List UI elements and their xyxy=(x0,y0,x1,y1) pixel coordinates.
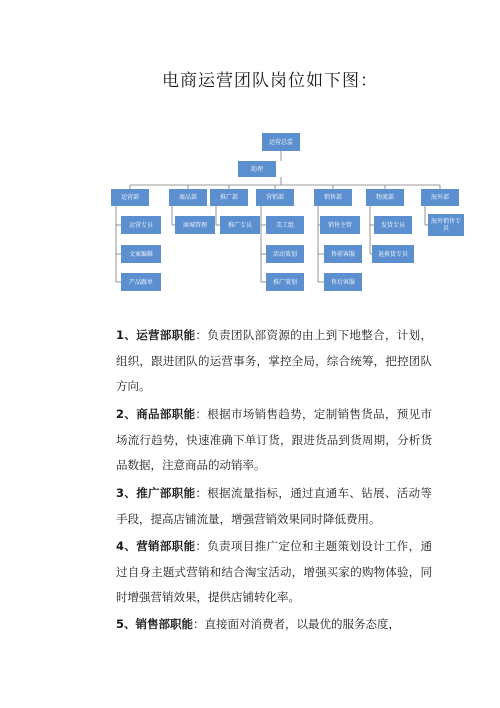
org-dept-sales: 销售部 xyxy=(314,189,352,206)
para-num: 5、 xyxy=(116,617,136,631)
org-role-design-team: 美工组 xyxy=(266,216,304,234)
para-text: ：根据市场销售趋势，定制销售货品，预见市场流行趋势，快速准确下单订货，跟进货品到货周期，分析货品数据，注意商品的动销率。 xyxy=(116,407,433,472)
org-role-presales: 售前客服 xyxy=(324,245,362,263)
org-role-shipping: 发货专员 xyxy=(374,216,412,234)
org-dept-operations: 运营部 xyxy=(111,189,149,206)
para-heading: 推广部职能 xyxy=(136,486,196,500)
paragraph-merchandise xyxy=(92,402,432,479)
org-role-returns: 退换货专员 xyxy=(372,245,414,263)
org-role-overseas-sales: 海外销售专员 xyxy=(428,214,464,236)
para-heading: 运营部职能 xyxy=(136,328,196,342)
org-node-assistant: 助理 xyxy=(238,161,276,177)
para-num: 3、 xyxy=(116,486,137,500)
para-text: ：直接面对消费者，以最优的服务态度， xyxy=(193,617,401,631)
para-num: 1、 xyxy=(116,328,137,342)
paragraph-sales xyxy=(92,612,432,638)
para-text: ：负责团队部资源的由上到下地整合，计划，组织，跟进团队的运营事务，掌控全局，综合统筹，把控团队方向。 xyxy=(116,328,433,393)
para-num: 4、 xyxy=(116,539,137,553)
org-role-event-planner: 活动策划 xyxy=(266,245,304,263)
org-dept-merchandise: 商品部 xyxy=(169,189,207,206)
org-role-promo-specialist: 推广专员 xyxy=(220,216,260,234)
org-role-copy-editor: 文案编辑 xyxy=(121,245,161,263)
org-dept-promotion: 推广部 xyxy=(210,189,248,206)
org-role-sales-lead: 销售主管 xyxy=(320,216,360,234)
para-heading: 商品部职能 xyxy=(136,407,196,421)
org-chart-lines xyxy=(0,0,500,300)
paragraph-operations xyxy=(92,323,432,400)
org-node-root: 运营总监 xyxy=(262,133,300,151)
org-role-product-tracker: 产品跟单 xyxy=(121,273,161,291)
org-role-aftersales: 售后客服 xyxy=(324,273,362,291)
para-num: 2、 xyxy=(116,407,137,421)
org-role-promo-planner: 推广策划 xyxy=(266,273,304,291)
para-text: ：负责项目推广定位和主题策划设计工作，通过自身主题式营销和结合淘宝活动，增强买家的购物体验，同时增强营销效果，提供店铺转化率。 xyxy=(116,539,433,604)
org-dept-logistics: 物流部 xyxy=(366,189,404,206)
para-heading: 营销部职能 xyxy=(136,539,196,553)
org-dept-overseas: 海外部 xyxy=(421,189,459,206)
paragraph-promotion xyxy=(92,481,432,532)
page-title: 电商运营团队岗位如下图： xyxy=(162,71,378,91)
para-heading: 销售部职能 xyxy=(135,617,194,631)
org-role-mall-manager: 商城管理 xyxy=(175,216,215,234)
org-role-ops-specialist: 运营专员 xyxy=(121,216,161,234)
para-text: ：根据流量指标，通过直通车、钻展、活动等手段，提高店铺流量，增强营销效果同时降低费用。 xyxy=(116,486,433,526)
paragraph-marketing xyxy=(92,534,432,611)
org-dept-marketing: 营销部 xyxy=(256,189,294,206)
